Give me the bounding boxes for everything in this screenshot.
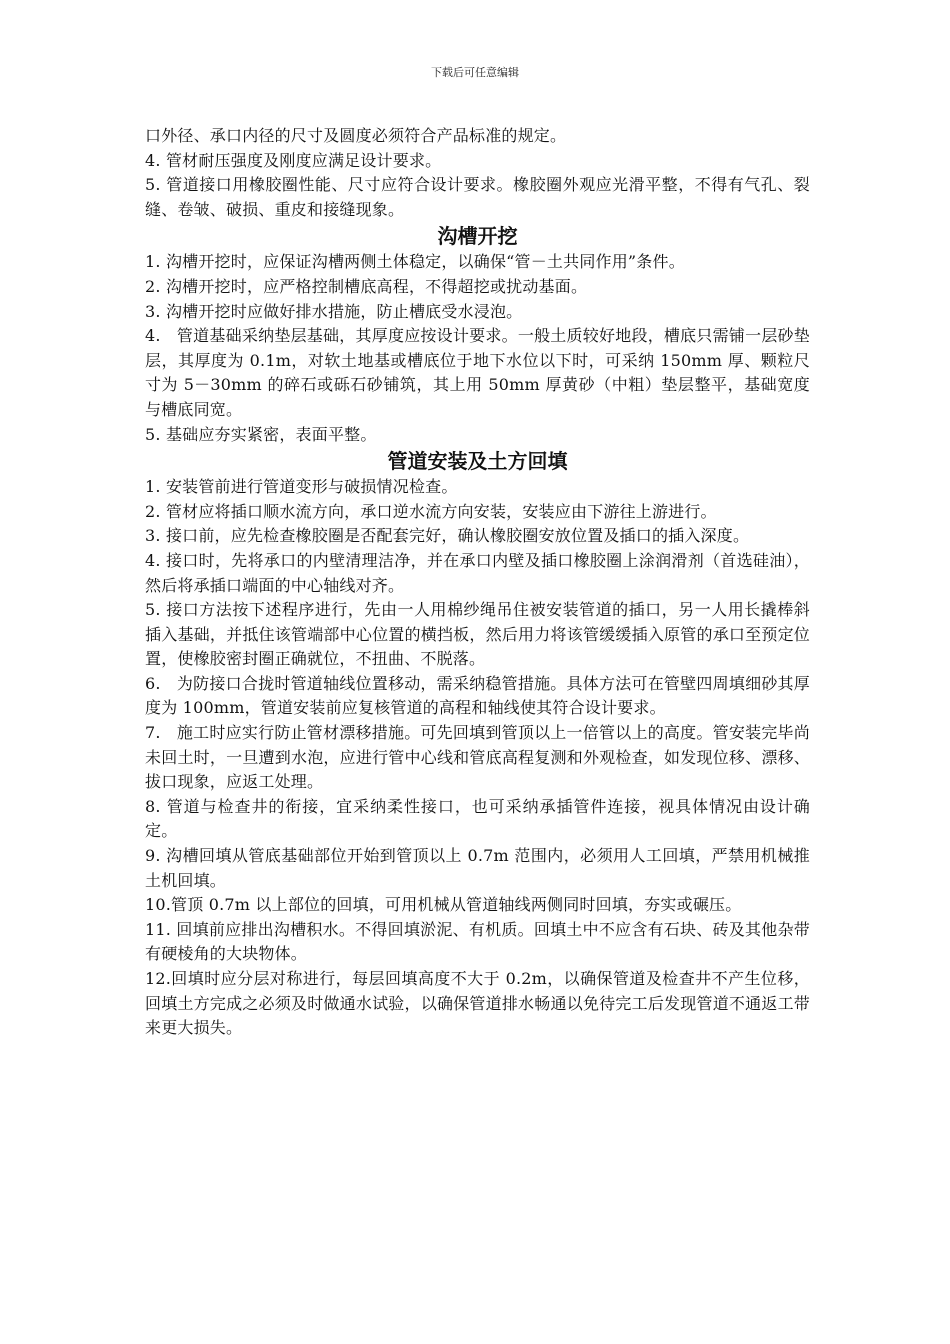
list-item: 4. 接口时，先将承口的内壁清理洁净，并在承口内壁及插口橡胶圈上涂润滑剂（首选硅油），然后将承插口端面的中心轴线对齐。 [145, 550, 810, 595]
list-item: 9. 沟槽回填从管底基础部位开始到管顶以上 0.7m 范围内，必须用人工回填，严禁用机械推土机回填。 [145, 846, 810, 890]
document-body [145, 124, 810, 1041]
list-item: 1. 沟槽开挖时，应保证沟槽两侧土体稳定，以确保“管－土共同作用”条件。 [145, 252, 685, 272]
section-heading-pipe-installation: 管道安装及土方回填 [387, 449, 568, 474]
intro-paragraph: 4. 管材耐压强度及刚度应满足设计要求。 [145, 150, 442, 170]
list-item: 3. 沟槽开挖时应做好排水措施，防止槽底受水浸泡。 [145, 301, 523, 321]
intro-paragraph: 5. 管道接口用橡胶圈性能、尺寸应符合设计要求。橡胶圈外观应光滑平整，不得有气孔、裂缝、卷皱、破损、重皮和接缝现象。 [145, 175, 810, 219]
list-item: 7. 施工时应实行防止管材漂移措施。可先回填到管顶以上一倍管以上的高度。管安装完毕尚未回土时，一旦遭到水泡，应进行管中心线和管底高程复测和外观检查，如发现位移、漂移、拔口现象，应返工处理。 [145, 723, 810, 792]
page-header: 下载后可任意编辑 [431, 66, 519, 79]
list-item: 5. 接口方法按下述程序进行，先由一人用棉纱绳吊住被安装管道的插口，另一人用长撬棒斜插入基础，并抵住该管端部中心位置的横挡板，然后用力将该管缓缓插入原管的承口至预定位置，使橡胶密封圈正确就位，不扭曲、不脱落。 [145, 600, 810, 669]
list-item: 4. 管道基础采纳垫层基础，其厚度应按设计要求。一般土质较好地段，槽底只需铺一层砂垫层，其厚度为 0.1m，对软土地基或槽底位于地下水位以下时，可采纳 150mm 厚、颗粒尺寸为 5－30mm 的碎石或砾石砂铺筑，其上用 50mm 厚黄砂（中粗）垫层整平，基础宽度与槽底同宽。 [145, 326, 810, 419]
list-item: 11. 回填前应排出沟槽积水。不得回填淤泥、有机质。回填土中不应含有石块、砖及其他杂带有硬棱角的大块物体。 [145, 919, 810, 964]
list-item: 1. 安装管前进行管道变形与破损情况检查。 [145, 477, 458, 497]
list-item: 8. 管道与检查井的衔接，宜采纳柔性接口，也可采纳承插管件连接，视具体情况由设计确定。 [145, 796, 810, 841]
list-item: 6. 为防接口合拢时管道轴线位置移动，需采纳稳管措施。具体方法可在管壁四周填细砂其厚度为 100mm，管道安装前应复核管道的高程和轴线使其符合设计要求。 [145, 673, 810, 718]
intro-paragraph: 口外径、承口内径的尺寸及圆度必须符合产品标准的规定。 [145, 126, 567, 145]
list-item: 3. 接口前，应先检查橡胶圈是否配套完好，确认橡胶圈安放位置及插口的插入深度。 [145, 526, 750, 546]
list-item: 2. 管材应将插口顺水流方向，承口逆水流方向安装，安装应由下游往上游进行。 [145, 501, 717, 521]
list-item: 2. 沟槽开挖时，应严格控制槽底高程，不得超挖或扰动基面。 [145, 276, 588, 296]
section-heading-trench-excavation: 沟槽开挖 [437, 224, 518, 249]
list-item: 10.管顶 0.7m 以上部位的回填，可用机械从管道轴线两侧同时回填，夯实或碾压。 [145, 895, 742, 915]
list-item: 5. 基础应夯实紧密，表面平整。 [145, 424, 377, 444]
list-item: 12.回填时应分层对称进行，每层回填高度不大于 0.2m，以确保管道及检查井不产生位移，回填土方完成之必须及时做通水试验，以确保管道排水畅通以免待完工后发现管道不通返工带来更大损失。 [145, 969, 810, 1038]
